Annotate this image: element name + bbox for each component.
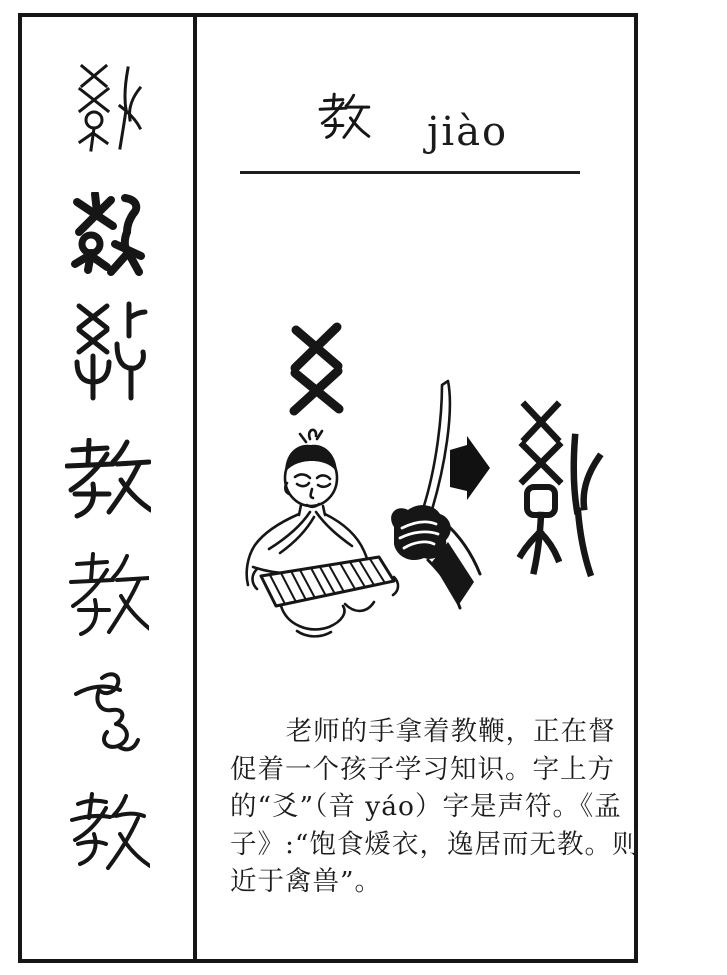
etymology-illustration [197,315,637,670]
sidebar-glyph-regular [67,552,149,644]
paragraph-line: 子》:“饱食煖衣，逸居而无教。则 [230,828,640,860]
headword-pinyin: jiào [427,109,509,155]
entry-panel [197,17,640,959]
title-underline [240,171,580,174]
bronze-glyph-icon [65,192,151,276]
ancient-form-glyph [521,405,599,573]
paragraph-line: 近于禽兽”。 [230,866,383,897]
sidebar-glyph-running [66,792,150,880]
whip-rod [423,381,450,513]
clerical-glyph-icon [65,438,151,524]
hand-with-whip [391,381,480,608]
explanation-paragraph [230,713,640,901]
oracle-bone-glyph-icon [70,62,146,154]
right-arrow-icon [450,436,490,500]
page-frame [18,13,638,963]
paragraph-line: 的“爻”（音 yáo）字是声符。《孟 [230,791,622,822]
seal-glyph-icon [67,300,149,402]
sidebar-glyph-clerical [65,438,151,524]
regular-glyph-icon [67,552,149,644]
script-evolution-column [22,17,197,959]
cursive-glyph-icon [68,668,148,760]
running-glyph-icon [66,792,150,880]
headword-character-glyph [318,90,372,148]
headword-character [318,90,372,148]
paragraph-line: 老师的手拿着教鞭，正在督 [285,716,616,747]
sidebar-glyph-bronze [65,192,151,276]
yao-symbol-icon [294,327,339,411]
paragraph-line: 促着一个孩子学习知识。字上方 [230,753,615,785]
sidebar-glyph-cursive [68,668,148,760]
child-student-figure [247,430,398,637]
sidebar-glyph-oracle-bone [70,62,146,154]
sidebar-glyph-seal [67,300,149,402]
